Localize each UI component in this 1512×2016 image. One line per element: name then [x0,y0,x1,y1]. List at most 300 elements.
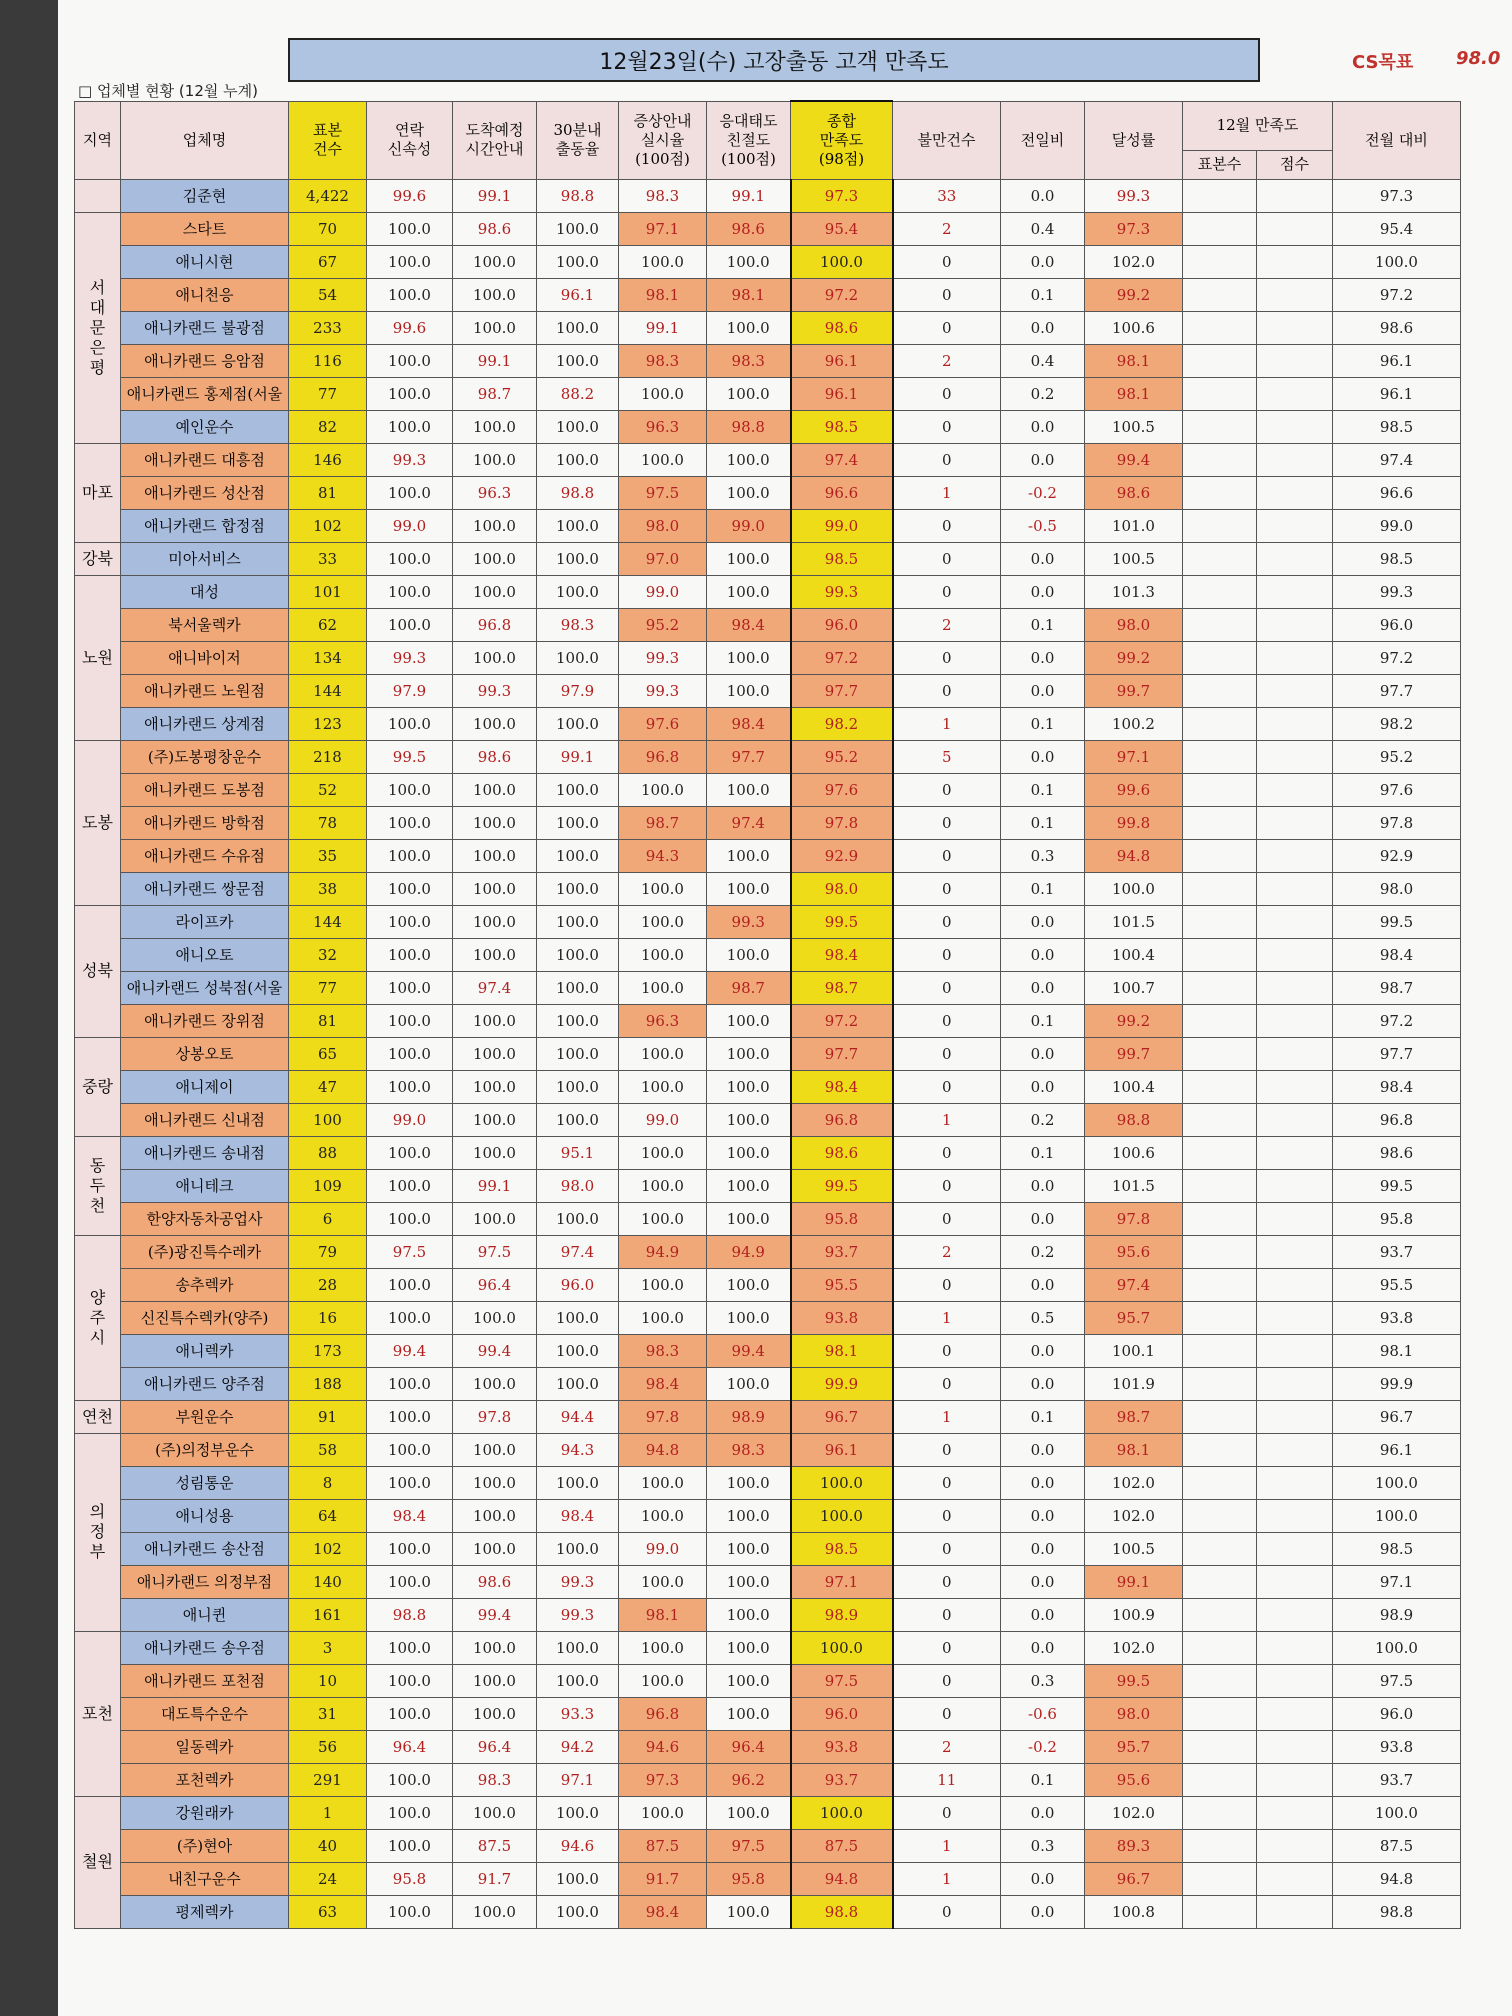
company-name: 애니카랜드 노원점 [121,674,289,707]
vs-prev-month: 87.5 [1333,1829,1461,1862]
table-row [75,740,1461,773]
company-name: 부원운수 [121,1400,289,1433]
symptom-guide: 94.3 [619,839,707,872]
achievement-rate: 98.1 [1085,344,1183,377]
sample-count: 88 [289,1136,367,1169]
vs-prev-day: 0.0 [1001,410,1085,443]
table-row [75,1433,1461,1466]
company-name: 애니바이저 [121,641,289,674]
dec-samples-cell [1183,674,1257,707]
dispatch-30min: 100.0 [537,575,619,608]
dec-samples-cell [1183,179,1257,212]
symptom-guide: 96.3 [619,1004,707,1037]
contact-speed: 100.0 [367,1565,453,1598]
sample-count: 32 [289,938,367,971]
vs-prev-day: -0.2 [1001,476,1085,509]
attitude-score: 100.0 [707,1598,791,1631]
dec-samples-cell [1183,410,1257,443]
achievement-rate: 100.5 [1085,1532,1183,1565]
overall-satisfaction: 98.5 [791,410,893,443]
dispatch-30min: 100.0 [537,773,619,806]
overall-satisfaction: 99.0 [791,509,893,542]
contact-speed: 100.0 [367,839,453,872]
company-name: 포천렉카 [121,1763,289,1796]
dispatch-30min: 100.0 [537,1004,619,1037]
vs-prev-day: 0.1 [1001,278,1085,311]
contact-speed: 100.0 [367,1631,453,1664]
contact-speed: 100.0 [367,872,453,905]
region-cell: 양 주 시 [75,1235,121,1400]
arrival-guide: 100.0 [453,278,537,311]
company-name: 애니카랜드 상계점 [121,707,289,740]
dec-samples-cell [1183,1895,1257,1928]
vs-prev-day: 0.0 [1001,938,1085,971]
attitude-score: 100.0 [707,542,791,575]
vs-prev-month: 97.1 [1333,1565,1461,1598]
dispatch-30min: 100.0 [537,971,619,1004]
dec-samples-cell [1183,1400,1257,1433]
company-name: 애니퀸 [121,1598,289,1631]
satisfaction-table [74,100,1461,1929]
dec-score-cell [1257,476,1333,509]
complaint-count: 0 [893,905,1001,938]
complaint-count: 1 [893,1829,1001,1862]
achievement-rate: 101.5 [1085,905,1183,938]
achievement-rate: 99.4 [1085,443,1183,476]
symptom-guide: 99.0 [619,1532,707,1565]
sample-count: 6 [289,1202,367,1235]
table-row [75,443,1461,476]
company-name: 애니카랜드 성북점(서울 [121,971,289,1004]
achievement-rate: 97.8 [1085,1202,1183,1235]
sample-count: 28 [289,1268,367,1301]
overall-satisfaction: 96.1 [791,344,893,377]
header-attitude: 응대태도 친절도 (100점) [707,101,791,179]
company-name: 애니제이 [121,1070,289,1103]
vs-prev-day: 0.0 [1001,1367,1085,1400]
dec-samples-cell [1183,740,1257,773]
region-cell [75,179,121,212]
table-row [75,1763,1461,1796]
overall-satisfaction: 96.1 [791,377,893,410]
arrival-guide: 96.4 [453,1730,537,1763]
region-cell: 도봉 [75,740,121,905]
sample-count: 291 [289,1763,367,1796]
table-row [75,872,1461,905]
arrival-guide: 100.0 [453,1070,537,1103]
symptom-guide: 98.4 [619,1367,707,1400]
dec-samples-cell [1183,509,1257,542]
header-complaints: 불만건수 [893,101,1001,179]
vs-prev-month: 100.0 [1333,1499,1461,1532]
contact-speed: 100.0 [367,1169,453,1202]
overall-satisfaction: 97.2 [791,1004,893,1037]
complaint-count: 0 [893,971,1001,1004]
attitude-score: 98.9 [707,1400,791,1433]
symptom-guide: 99.0 [619,575,707,608]
vs-prev-month: 98.8 [1333,1895,1461,1928]
sample-count: 64 [289,1499,367,1532]
table-row [75,344,1461,377]
vs-prev-month: 98.0 [1333,872,1461,905]
company-name: 신진특수렉카(양주) [121,1301,289,1334]
dec-score-cell [1257,806,1333,839]
contact-speed: 97.9 [367,674,453,707]
dispatch-30min: 100.0 [537,1037,619,1070]
attitude-score: 96.4 [707,1730,791,1763]
region-cell: 노원 [75,575,121,740]
contact-speed: 100.0 [367,1433,453,1466]
contact-speed: 100.0 [367,1301,453,1334]
dec-samples-cell [1183,443,1257,476]
attitude-score: 100.0 [707,1664,791,1697]
attitude-score: 100.0 [707,1103,791,1136]
achievement-rate: 102.0 [1085,1631,1183,1664]
dec-samples-cell [1183,1334,1257,1367]
region-cell: 포천 [75,1631,121,1796]
contact-speed: 100.0 [367,707,453,740]
header-dec-score: 점수 [1257,150,1333,179]
attitude-score: 100.0 [707,1301,791,1334]
complaint-count: 0 [893,509,1001,542]
overall-satisfaction: 98.6 [791,311,893,344]
vs-prev-day: 0.2 [1001,1103,1085,1136]
sample-count: 3 [289,1631,367,1664]
vs-prev-day: 0.1 [1001,773,1085,806]
overall-satisfaction: 98.4 [791,1070,893,1103]
achievement-rate: 99.7 [1085,1037,1183,1070]
complaint-count: 0 [893,1796,1001,1829]
arrival-guide: 100.0 [453,1004,537,1037]
symptom-guide: 100.0 [619,443,707,476]
contact-speed: 100.0 [367,1400,453,1433]
table-row [75,1004,1461,1037]
attitude-score: 98.7 [707,971,791,1004]
sample-count: 123 [289,707,367,740]
sample-count: 79 [289,1235,367,1268]
sample-count: 40 [289,1829,367,1862]
complaint-count: 0 [893,245,1001,278]
arrival-guide: 100.0 [453,575,537,608]
company-name: (주)도봉평창운수 [121,740,289,773]
arrival-guide: 99.4 [453,1598,537,1631]
complaint-count: 0 [893,278,1001,311]
symptom-guide: 97.3 [619,1763,707,1796]
vs-prev-month: 100.0 [1333,245,1461,278]
sample-count: 218 [289,740,367,773]
vs-prev-day: 0.0 [1001,1631,1085,1664]
dec-score-cell [1257,509,1333,542]
sample-count: 35 [289,839,367,872]
symptom-guide: 98.3 [619,344,707,377]
attitude-score: 100.0 [707,575,791,608]
attitude-score: 100.0 [707,872,791,905]
dispatch-30min: 94.4 [537,1400,619,1433]
vs-prev-day: 0.0 [1001,311,1085,344]
table-row [75,1400,1461,1433]
achievement-rate: 99.1 [1085,1565,1183,1598]
dispatch-30min: 100.0 [537,1103,619,1136]
dispatch-30min: 100.0 [537,509,619,542]
company-name: 애니테크 [121,1169,289,1202]
achievement-rate: 99.3 [1085,179,1183,212]
table-row [75,1565,1461,1598]
achievement-rate: 101.3 [1085,575,1183,608]
attitude-score: 99.0 [707,509,791,542]
vs-prev-day: 0.1 [1001,707,1085,740]
achievement-rate: 99.5 [1085,1664,1183,1697]
dispatch-30min: 100.0 [537,641,619,674]
achievement-rate: 99.2 [1085,641,1183,674]
symptom-guide: 96.8 [619,1697,707,1730]
dec-samples-cell [1183,1829,1257,1862]
vs-prev-month: 96.0 [1333,608,1461,641]
vs-prev-month: 98.7 [1333,971,1461,1004]
dec-samples-cell [1183,1202,1257,1235]
arrival-guide: 100.0 [453,245,537,278]
achievement-rate: 100.4 [1085,1070,1183,1103]
dec-samples-cell [1183,1070,1257,1103]
complaint-count: 1 [893,476,1001,509]
dec-samples-cell [1183,311,1257,344]
sample-count: 161 [289,1598,367,1631]
arrival-guide: 100.0 [453,1631,537,1664]
attitude-score: 100.0 [707,443,791,476]
dec-score-cell [1257,1136,1333,1169]
arrival-guide: 100.0 [453,443,537,476]
dec-samples-cell [1183,1598,1257,1631]
contact-speed: 100.0 [367,905,453,938]
vs-prev-day: 0.1 [1001,608,1085,641]
dec-score-cell [1257,641,1333,674]
table-row [75,1499,1461,1532]
achievement-rate: 97.1 [1085,740,1183,773]
vs-prev-day: 0.0 [1001,1268,1085,1301]
vs-prev-day: 0.5 [1001,1301,1085,1334]
dec-score-cell [1257,1202,1333,1235]
attitude-score: 100.0 [707,1004,791,1037]
overall-satisfaction: 98.5 [791,542,893,575]
table-row [75,410,1461,443]
table-row [75,938,1461,971]
symptom-guide: 94.9 [619,1235,707,1268]
cs-target-value: 98.0 [1456,48,1501,69]
achievement-rate: 100.6 [1085,311,1183,344]
vs-prev-month: 98.5 [1333,542,1461,575]
overall-satisfaction: 97.7 [791,674,893,707]
complaint-count: 0 [893,773,1001,806]
dispatch-30min: 99.3 [537,1598,619,1631]
complaint-count: 0 [893,806,1001,839]
arrival-guide: 100.0 [453,1895,537,1928]
achievement-rate: 98.6 [1085,476,1183,509]
sample-count: 62 [289,608,367,641]
sample-count: 81 [289,476,367,509]
complaint-count: 0 [893,1697,1001,1730]
arrival-guide: 100.0 [453,410,537,443]
table-row [75,641,1461,674]
vs-prev-month: 100.0 [1333,1631,1461,1664]
dec-samples-cell [1183,1466,1257,1499]
dispatch-30min: 100.0 [537,1367,619,1400]
attitude-score: 100.0 [707,1136,791,1169]
achievement-rate: 100.5 [1085,410,1183,443]
symptom-guide: 100.0 [619,1268,707,1301]
vs-prev-month: 95.4 [1333,212,1461,245]
dec-samples-cell [1183,971,1257,1004]
dec-score-cell [1257,872,1333,905]
region-cell: 마포 [75,443,121,542]
dec-score-cell [1257,1103,1333,1136]
dispatch-30min: 100.0 [537,1796,619,1829]
company-name: 애니카랜드 송산점 [121,1532,289,1565]
sample-count: 65 [289,1037,367,1070]
dec-samples-cell [1183,212,1257,245]
dec-score-cell [1257,1664,1333,1697]
dispatch-30min: 98.3 [537,608,619,641]
contact-speed: 100.0 [367,1004,453,1037]
company-name: 애니카랜드 성산점 [121,476,289,509]
arrival-guide: 100.0 [453,707,537,740]
complaint-count: 1 [893,1400,1001,1433]
symptom-guide: 100.0 [619,1037,707,1070]
contact-speed: 100.0 [367,245,453,278]
vs-prev-month: 96.7 [1333,1400,1461,1433]
table-row [75,1829,1461,1862]
overall-satisfaction: 95.2 [791,740,893,773]
vs-prev-day: 0.0 [1001,575,1085,608]
sample-count: 188 [289,1367,367,1400]
dec-samples-cell [1183,1235,1257,1268]
dec-score-cell [1257,1400,1333,1433]
dispatch-30min: 99.1 [537,740,619,773]
attitude-score: 100.0 [707,1895,791,1928]
arrival-guide: 98.6 [453,740,537,773]
arrival-guide: 96.8 [453,608,537,641]
overall-satisfaction: 98.4 [791,938,893,971]
cs-target-label: CS목표 [1352,52,1414,73]
attitude-score: 100.0 [707,311,791,344]
table-row [75,674,1461,707]
dec-score-cell [1257,245,1333,278]
dispatch-30min: 100.0 [537,311,619,344]
company-name: 라이프카 [121,905,289,938]
contact-speed: 96.4 [367,1730,453,1763]
achievement-rate: 98.1 [1085,377,1183,410]
vs-prev-month: 96.1 [1333,344,1461,377]
company-name: 강원래카 [121,1796,289,1829]
vs-prev-month: 97.3 [1333,179,1461,212]
dispatch-30min: 94.3 [537,1433,619,1466]
region-cell: 의 정 부 [75,1433,121,1631]
complaint-count: 0 [893,1895,1001,1928]
company-name: 애니카랜드 신내점 [121,1103,289,1136]
sample-count: 56 [289,1730,367,1763]
table-row [75,839,1461,872]
contact-speed: 100.0 [367,1895,453,1928]
dispatch-30min: 100.0 [537,938,619,971]
contact-speed: 100.0 [367,1136,453,1169]
contact-speed: 100.0 [367,1268,453,1301]
overall-satisfaction: 93.8 [791,1301,893,1334]
vs-prev-day: 0.1 [1001,1136,1085,1169]
vs-prev-month: 95.2 [1333,740,1461,773]
complaint-count: 5 [893,740,1001,773]
dec-score-cell [1257,212,1333,245]
arrival-guide: 97.8 [453,1400,537,1433]
symptom-guide: 99.3 [619,641,707,674]
dispatch-30min: 97.9 [537,674,619,707]
table-row [75,1367,1461,1400]
vs-prev-month: 98.1 [1333,1334,1461,1367]
company-name: 북서울렉카 [121,608,289,641]
company-name: 애니카랜드 송우점 [121,1631,289,1664]
dispatch-30min: 100.0 [537,542,619,575]
dispatch-30min: 100.0 [537,1202,619,1235]
region-cell: 성북 [75,905,121,1037]
sample-count: 140 [289,1565,367,1598]
vs-prev-day: 0.0 [1001,1334,1085,1367]
dispatch-30min: 97.1 [537,1763,619,1796]
dec-score-cell [1257,1433,1333,1466]
attitude-score: 97.7 [707,740,791,773]
dec-samples-cell [1183,1103,1257,1136]
vs-prev-day: 0.0 [1001,1070,1085,1103]
vs-prev-month: 97.2 [1333,278,1461,311]
achievement-rate: 102.0 [1085,1466,1183,1499]
vs-prev-day: 0.0 [1001,1796,1085,1829]
complaint-count: 0 [893,443,1001,476]
vs-prev-month: 93.7 [1333,1235,1461,1268]
attitude-score: 100.0 [707,1532,791,1565]
complaint-count: 0 [893,1037,1001,1070]
header-sample: 표본 건수 [289,101,367,179]
vs-prev-month: 97.7 [1333,674,1461,707]
complaint-count: 0 [893,1070,1001,1103]
arrival-guide: 100.0 [453,1202,537,1235]
table-row [75,1202,1461,1235]
sample-count: 101 [289,575,367,608]
symptom-guide: 95.2 [619,608,707,641]
attitude-score: 98.8 [707,410,791,443]
arrival-guide: 100.0 [453,1532,537,1565]
achievement-rate: 97.4 [1085,1268,1183,1301]
symptom-guide: 97.8 [619,1400,707,1433]
dec-score-cell [1257,377,1333,410]
achievement-rate: 100.5 [1085,542,1183,575]
attitude-score: 99.4 [707,1334,791,1367]
dec-samples-cell [1183,1763,1257,1796]
symptom-guide: 100.0 [619,1631,707,1664]
complaint-count: 0 [893,938,1001,971]
dec-score-cell [1257,1895,1333,1928]
complaint-count: 0 [893,377,1001,410]
table-row [75,1730,1461,1763]
contact-speed: 100.0 [367,1202,453,1235]
symptom-guide: 100.0 [619,905,707,938]
vs-prev-day: 0.0 [1001,674,1085,707]
arrival-guide: 100.0 [453,1664,537,1697]
company-name: 애니오토 [121,938,289,971]
sample-count: 146 [289,443,367,476]
overall-satisfaction: 97.7 [791,1037,893,1070]
achievement-rate: 89.3 [1085,1829,1183,1862]
symptom-guide: 100.0 [619,377,707,410]
table-row [75,1862,1461,1895]
arrival-guide: 100.0 [453,872,537,905]
table-row [75,1532,1461,1565]
header-symptom: 증상안내 실시율 (100점) [619,101,707,179]
